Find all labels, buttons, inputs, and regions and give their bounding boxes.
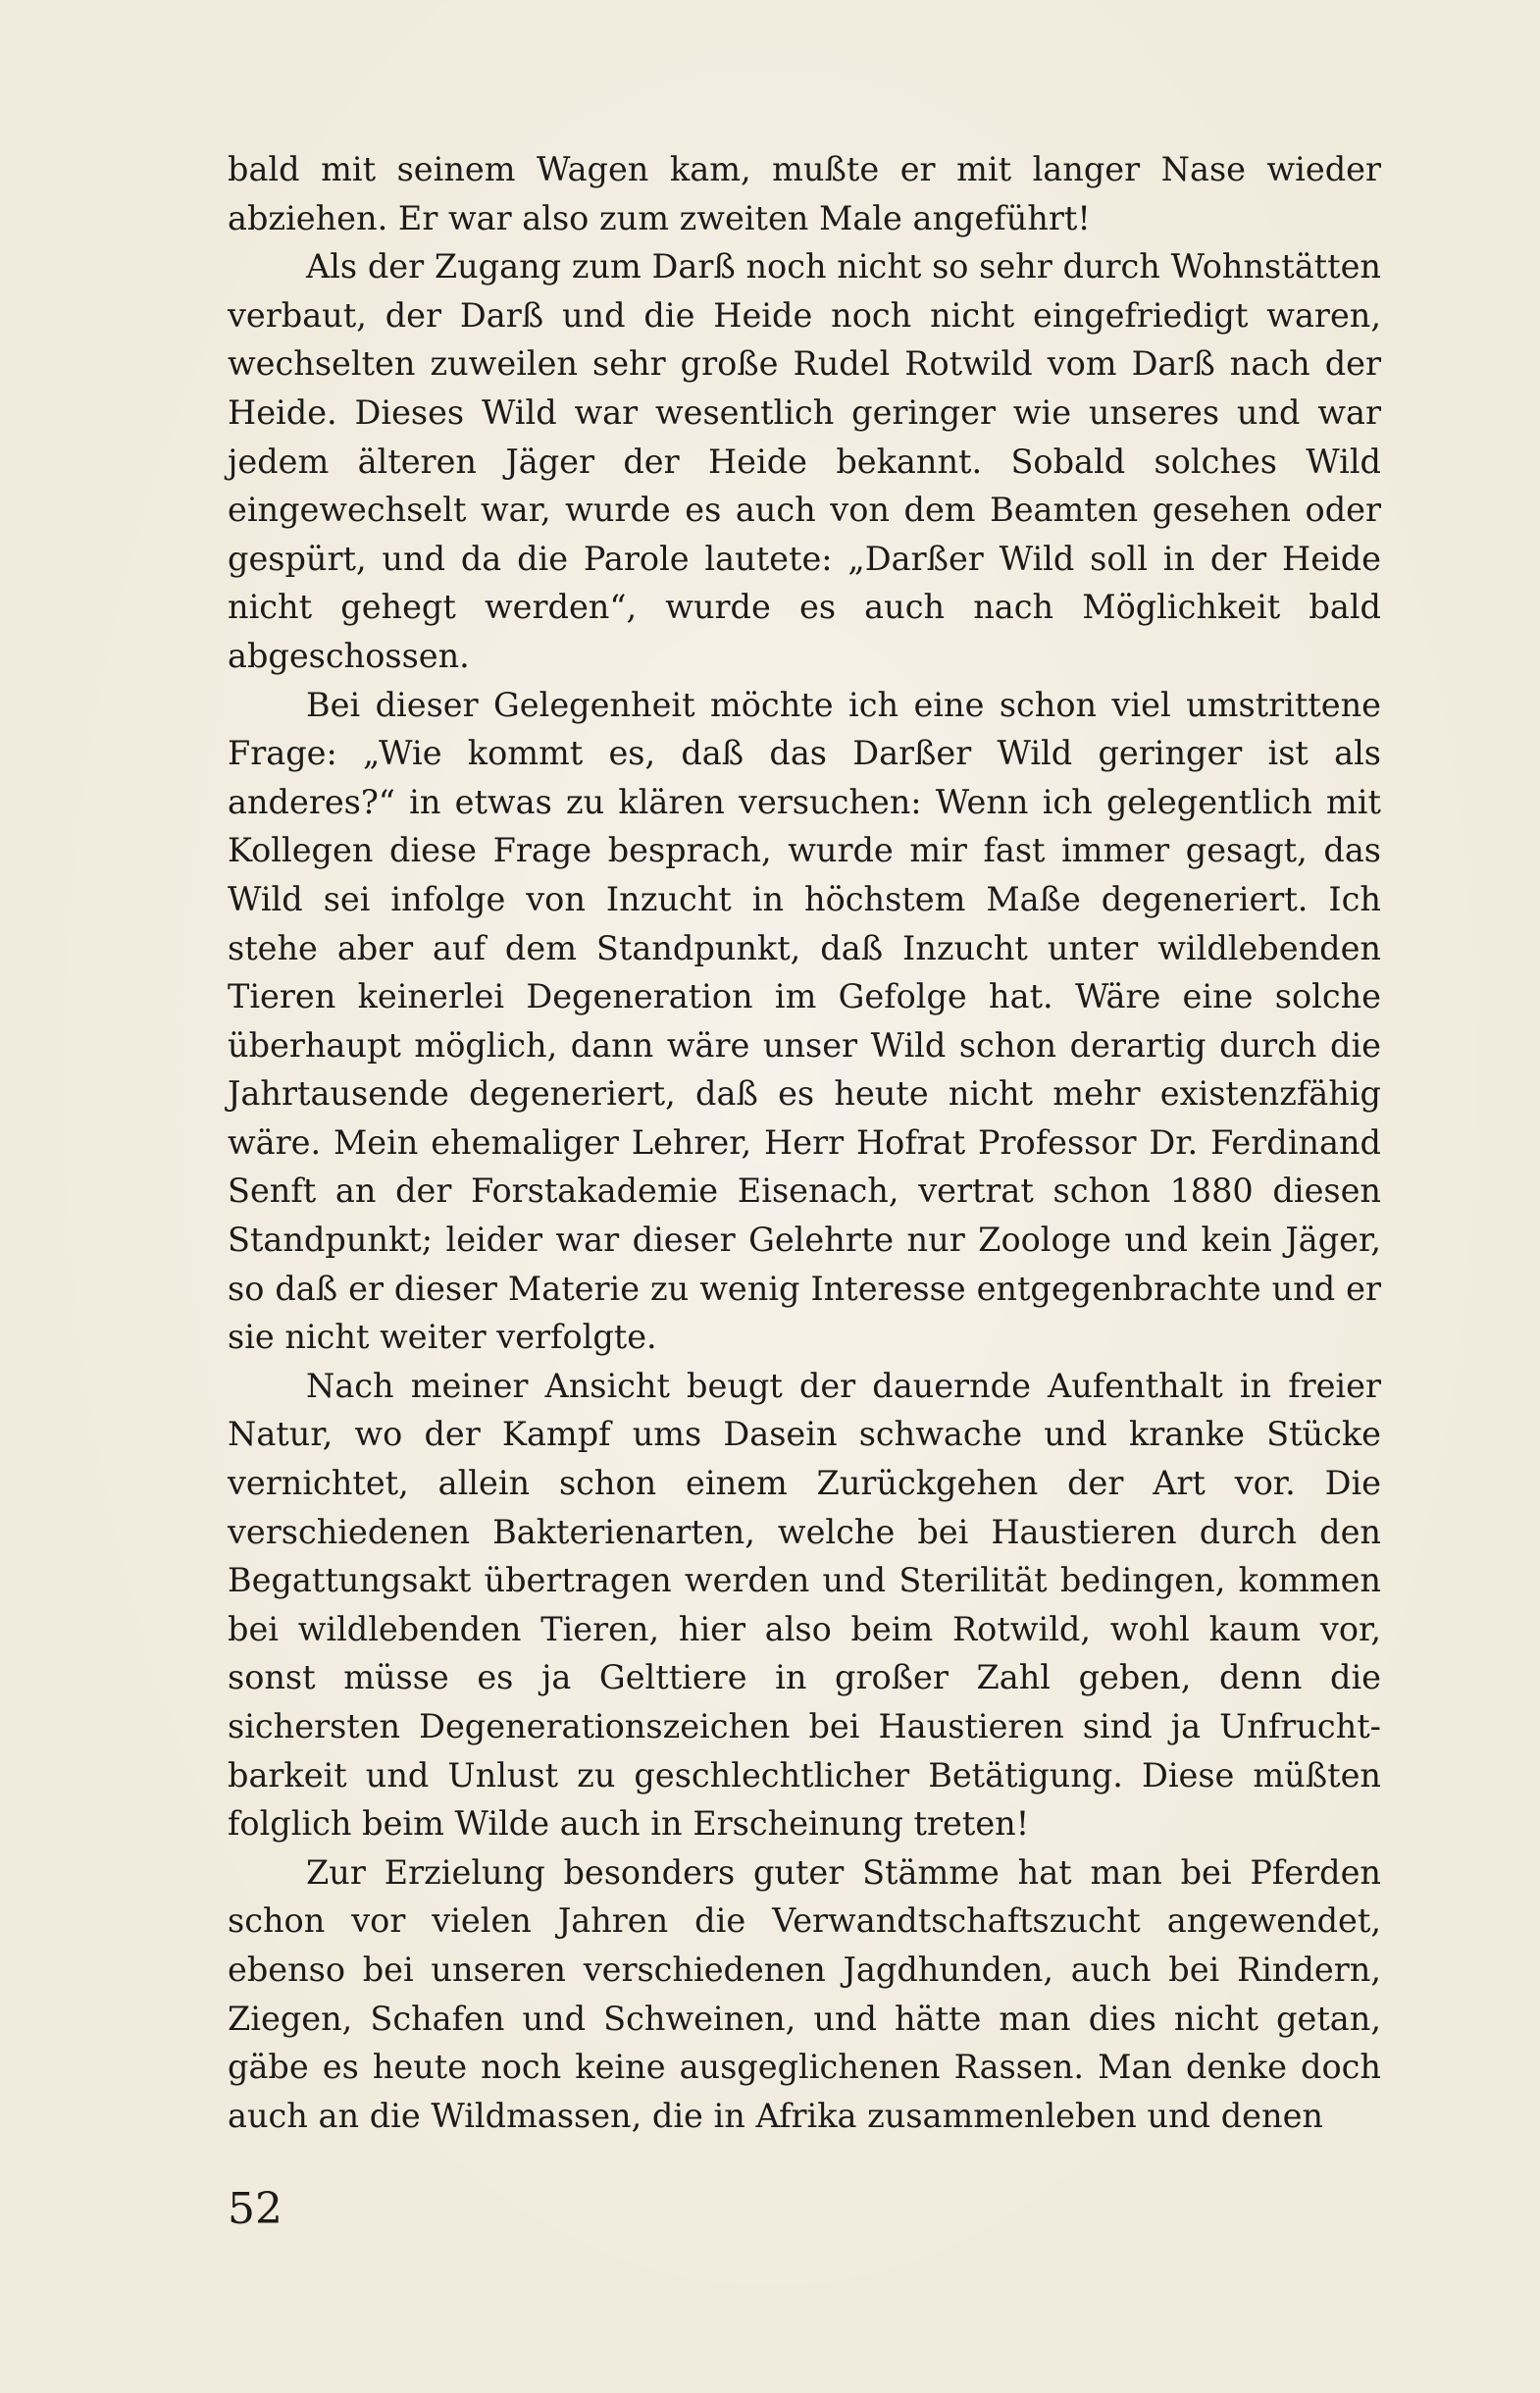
paragraph-kinship-breeding: Zur Erzielung besonders guter Stämme hat man bei Pferden schon vor vielen Jahren die Verwandtschaftszucht angewendet, ebenso bei unseren verschiedenen Jagdhunden, auch bei Rindern, Ziegen, Schafen und Schweinen, und hätte man dies nicht getan, gäbe es heute noch keine ausgeglichenen Rassen. Man denke doch auch an die Wildmassen, die in Afrika zusammenleben und denen [228, 1852, 1381, 2135]
paragraph-darss-access: Als der Zugang zum Darß noch nicht so sehr durch Wohnstätten verbaut, der Darß und die Heide noch nicht eingefriedigt waren, wechselten zuweilen sehr große Rudel Rotwild vom Darß nach der Heide. Dieses Wild war wesentlich geringer wie unseres und war jedem älteren Jäger der Heide bekannt. Sobald solches Wild eingewechselt war, wurde es auch von dem Beamten gesehen oder gespürt, und da die Parole lautete: „Darßer Wild soll in der Heide nicht gehegt werden“, wurde es auch nach Möglichkeit bald abgeschossen. [228, 247, 1381, 675]
page-number: 52 [228, 2184, 282, 2234]
paragraph-continuation: bald mit seinem Wagen kam, mußte er mit langer Nase wieder abziehen. Er war also zum zweiten Male angeführt! [228, 150, 1381, 237]
paragraph-inbreeding-question: Bei dieser Gelegenheit möchte ich eine schon viel umstrittene Frage: „Wie kommt es, daß das Darßer Wild geringer ist als anderes?“ in etwas zu klären versuchen: Wenn ich gelegentlich mit Kollegen diese Frage besprach, wurde mir fast immer gesagt, das Wild sei infolge von Inzucht in höchstem Maße degeneriert. Ich stehe aber auf dem Standpunkt, daß Inzucht unter wildlebenden Tieren keinerlei Degeneration im Gefolge hat. Wäre eine solche überhaupt möglich, dann wäre unser Wild schon derartig durch die Jahrtausende degeneriert, daß es heute nicht mehr existenzfähig wäre. Mein ehemaliger Lehrer, Herr Hofrat Professor Dr. Ferdinand Senft an der Forstakademie Eisenach, vertrat schon 1880 diesen Standpunkt; leider war dieser Gelehrte nur Zoologe und kein Jäger, so daß er dieser Materie zu wenig Interesse entgegenbrachte und er sie nicht weiter verfolgte. [228, 685, 1381, 1357]
paragraph-natural-selection: Nach meiner Ansicht beugt der dauernde Aufenthalt in freier Natur, wo der Kampf ums Dasein schwache und kranke Stücke vernichtet, allein schon einem Zurückgehen der Art vor. Die verschiedenen Bakterienarten, welche bei Haustieren durch den Begattungsakt übertragen werden und Sterilität bedingen, kommen bei wildlebenden Tieren, hier also beim Rotwild, wohl kaum vor, sonst müsse es ja Gelttiere in großer Zahl geben, denn die sichersten Degenerationszeichen bei Haustieren sind ja Unfruchtbarkeit und Unlust zu geschlechtlicher Betätigung. Diese müßten folglich beim Wilde auch in Erscheinung treten! [228, 1366, 1381, 1844]
body-text [228, 145, 1381, 2140]
